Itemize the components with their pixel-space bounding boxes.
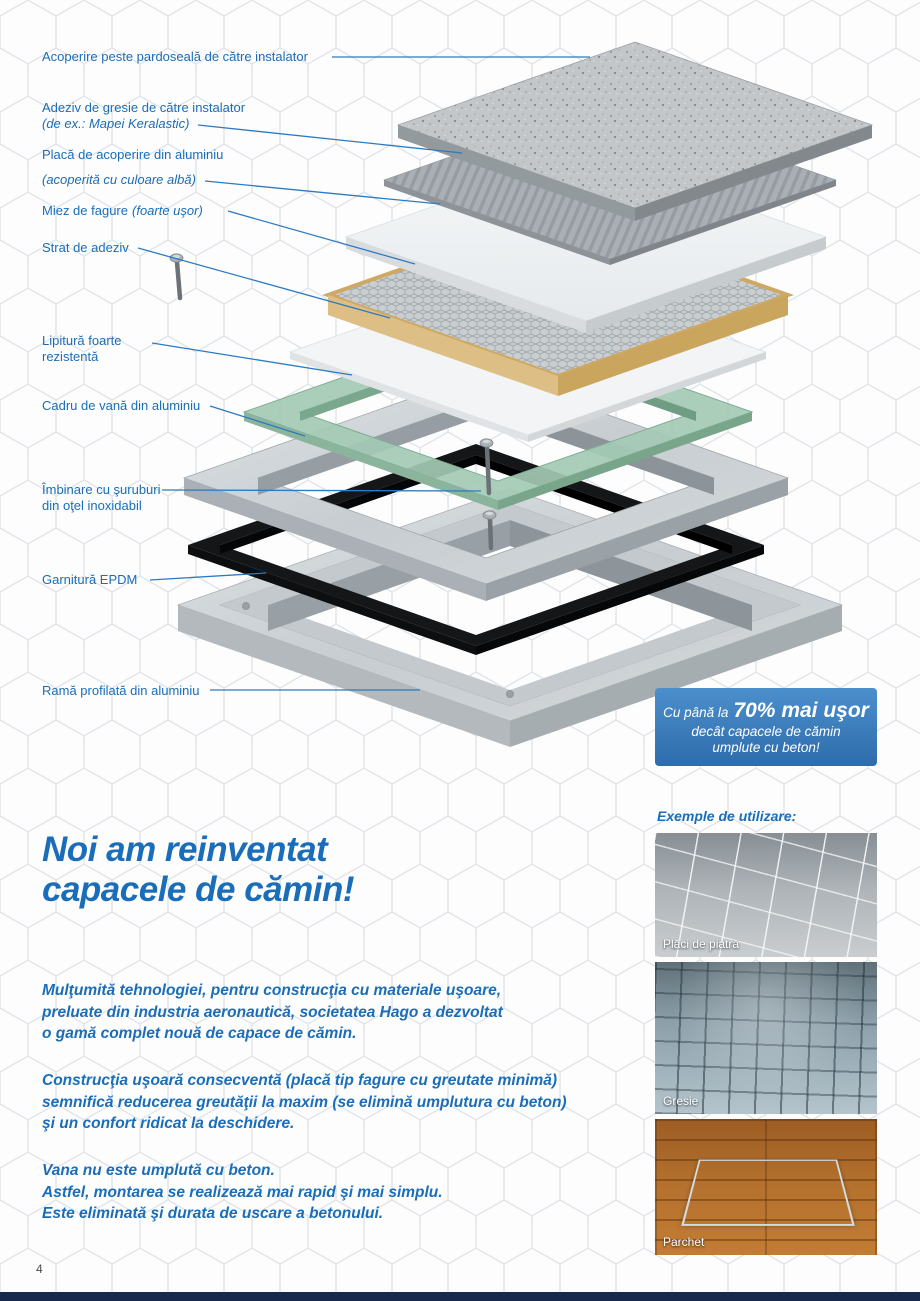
badge-line-2: decât capacele de cămin bbox=[691, 724, 841, 739]
badge-highlight: 70% mai uşor bbox=[733, 699, 869, 722]
label-text: Miez de fagure bbox=[42, 203, 128, 218]
badge-prefix: Cu până la bbox=[663, 705, 729, 720]
label-text: Ramă profilată din aluminiu bbox=[42, 683, 200, 698]
page-number: 4 bbox=[36, 1262, 43, 1276]
label-text: Strat de adeziv bbox=[42, 240, 129, 255]
body-paragraph: Mulţumită tehnologiei, pentru construcţia cu materiale uşoare, preluate din industria aeronautică, societatea Hago a dezvoltat o gamă complet nouă de capace de cămin. bbox=[42, 982, 503, 1043]
diagram-label-tile-adhesive bbox=[42, 100, 245, 132]
photo-caption: Gresie bbox=[663, 1094, 699, 1108]
badge-line-3: umplute cu beton! bbox=[712, 740, 820, 755]
diagram-label-bond bbox=[42, 317, 122, 365]
diagram-label-floor-covering bbox=[42, 49, 308, 65]
diagram-label-profiled-frame bbox=[42, 683, 200, 699]
label-text: Îmbinare cu şuruburi din oţel inoxidabil bbox=[42, 482, 161, 513]
photo-caption: Parchet bbox=[663, 1235, 705, 1249]
diagram-label-epdm bbox=[42, 572, 137, 588]
example-photo-tiles bbox=[655, 962, 877, 1114]
label-text: Lipitură foarte rezistentă bbox=[42, 333, 122, 364]
label-text: Adeziv de gresie de către instalator bbox=[42, 100, 246, 115]
example-photo-parquet bbox=[655, 1119, 877, 1255]
label-note: (de ex.: Mapei Keralastic) bbox=[42, 116, 190, 131]
flush-cover-frame-graphic bbox=[681, 1160, 855, 1226]
diagram-label-honeycomb bbox=[42, 203, 203, 219]
example-photo-stone bbox=[655, 833, 877, 957]
body-paragraph: Vana nu este umplută cu beton. Astfel, montarea se realizează mai rapid şi mai simplu. Este eliminată şi durata de uscare a betonului. bbox=[42, 1162, 443, 1223]
label-text: Cadru de vană din aluminiu bbox=[42, 398, 201, 413]
diagram-label-cover-plate bbox=[42, 147, 223, 188]
diagram-label-screws bbox=[42, 466, 161, 514]
label-text: Placă de acoperire din aluminiu bbox=[42, 147, 224, 162]
label-note: (acoperită cu culoare albă) bbox=[42, 172, 196, 187]
footer-bar bbox=[0, 1292, 920, 1301]
diagram-label-adhesive-layer bbox=[42, 240, 129, 256]
label-text: Acoperire peste pardoseală de către instalator bbox=[42, 49, 308, 64]
page-headline: Noi am reinventat capacele de cămin! bbox=[42, 830, 354, 909]
body-paragraph: Construcţia uşoară consecventă (placă tip fagure cu greutate minimă) semnifică reducerea greutăţii la maxim (se elimină umplutura cu beton) şi un confort ridicat la deschidere. bbox=[42, 1072, 567, 1133]
label-text: Garnitură EPDM bbox=[42, 572, 138, 587]
examples-title: Exemple de utilizare: bbox=[657, 808, 797, 824]
badge-line-1 bbox=[655, 699, 877, 723]
label-note: (foarte uşor) bbox=[132, 203, 203, 218]
weight-saving-badge bbox=[655, 688, 877, 766]
photo-caption: Plăci de piatră bbox=[663, 937, 740, 951]
diagram-label-tub-frame bbox=[42, 398, 200, 414]
